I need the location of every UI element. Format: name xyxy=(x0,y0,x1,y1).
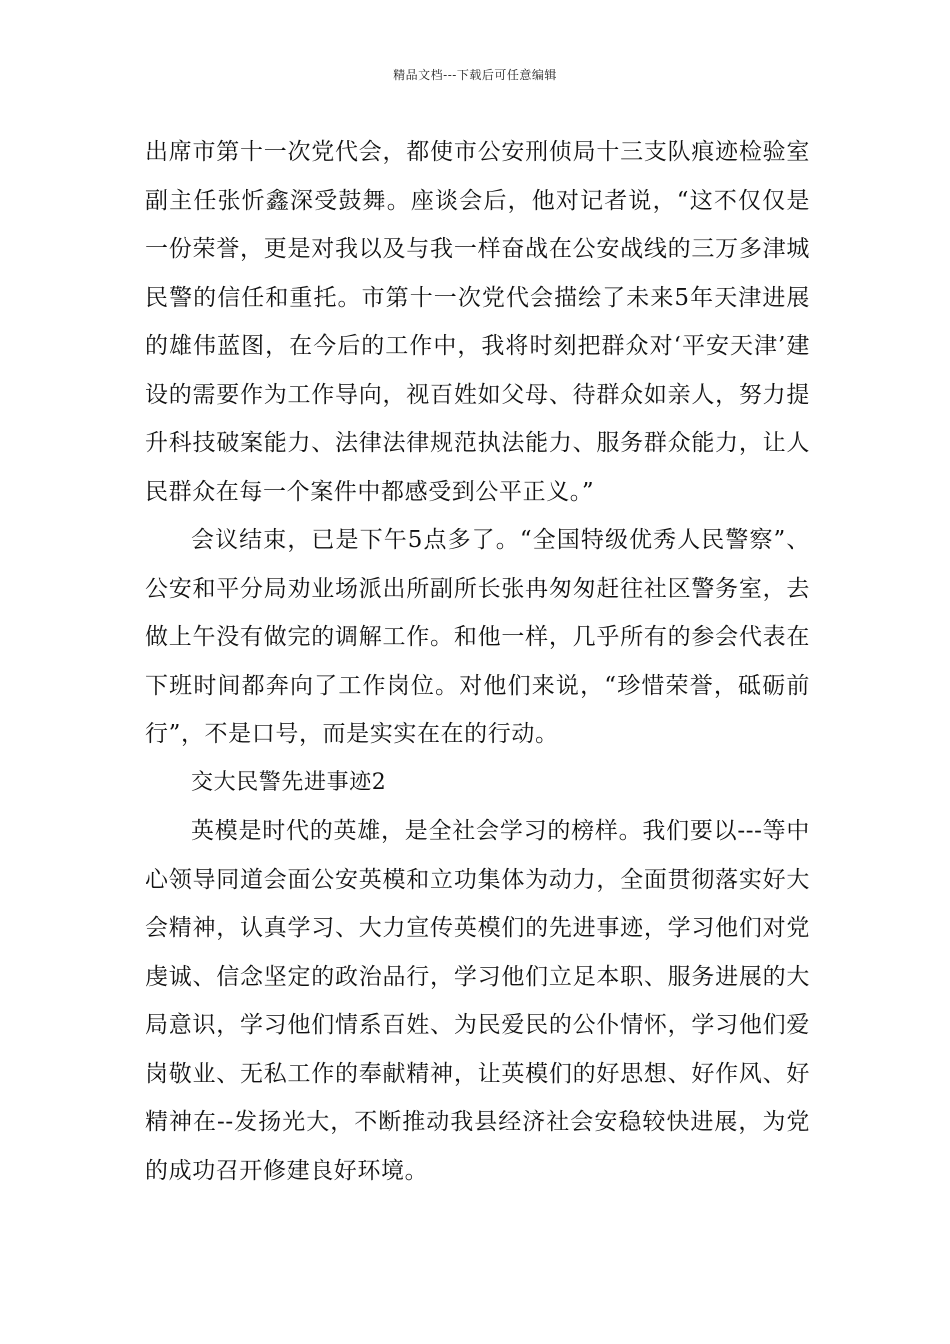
paragraph-continuation: 出席市第十一次党代会，都使市公安刑侦局十三支队痕迹检验室副主任张忻鑫深受鼓舞。座谈会后，他对记者说，“这不仅仅是一份荣誉，更是对我以及与我一样奋战在公安战线的三万多津城民警的信任和重托。市第十一次党代会描绘了未来5年天津进展的雄伟蓝图，在今后的工作中，我将时刻把群众对‘平安天津’建设的需要作为工作导向，视百姓如父母、待群众如亲人，努力提升科技破案能力、法律法律规范执法能力、服务群众能力，让人民群众在每一个案件中都感受到公平正义。” xyxy=(145,139,810,505)
page-header: 精品文档---下载后可任意编辑 xyxy=(393,68,557,82)
paragraph-heroes: 英模是时代的英雄，是全社会学习的榜样。我们要以---等中心领导同道会面公安英模和立功集体为动力，全面贯彻落实好大会精神，认真学习、大力宣传英模们的先进事迹，学习他们对党虔诚、信念坚定的政治品行，学习他们立足本职、服务进展的大局意识，学习他们情系百姓、为民爱民的公仆情怀，学习他们爱岗敬业、无私工作的奉献精神，让英模们的好思想、好作风、好精神在--发扬光大，不断推动我县经济社会安稳较快进展，为党的成功召开修建良好环境。 xyxy=(145,818,810,1184)
paragraph-meeting-end: 会议结束，已是下午5点多了。“全国特级优秀人民警察”、公安和平分局劝业场派出所副所长张冉匆匆赶往社区警务室，去做上午没有做完的调解工作。和他一样，几乎所有的参会代表在下班时间都奔向了工作岗位。对他们来说，“珍惜荣誉，砥砺前行”，不是口号，而是实实在在的行动。 xyxy=(145,527,810,747)
section-heading: 交大民警先进事迹2 xyxy=(191,769,387,795)
document-body xyxy=(145,128,810,1195)
